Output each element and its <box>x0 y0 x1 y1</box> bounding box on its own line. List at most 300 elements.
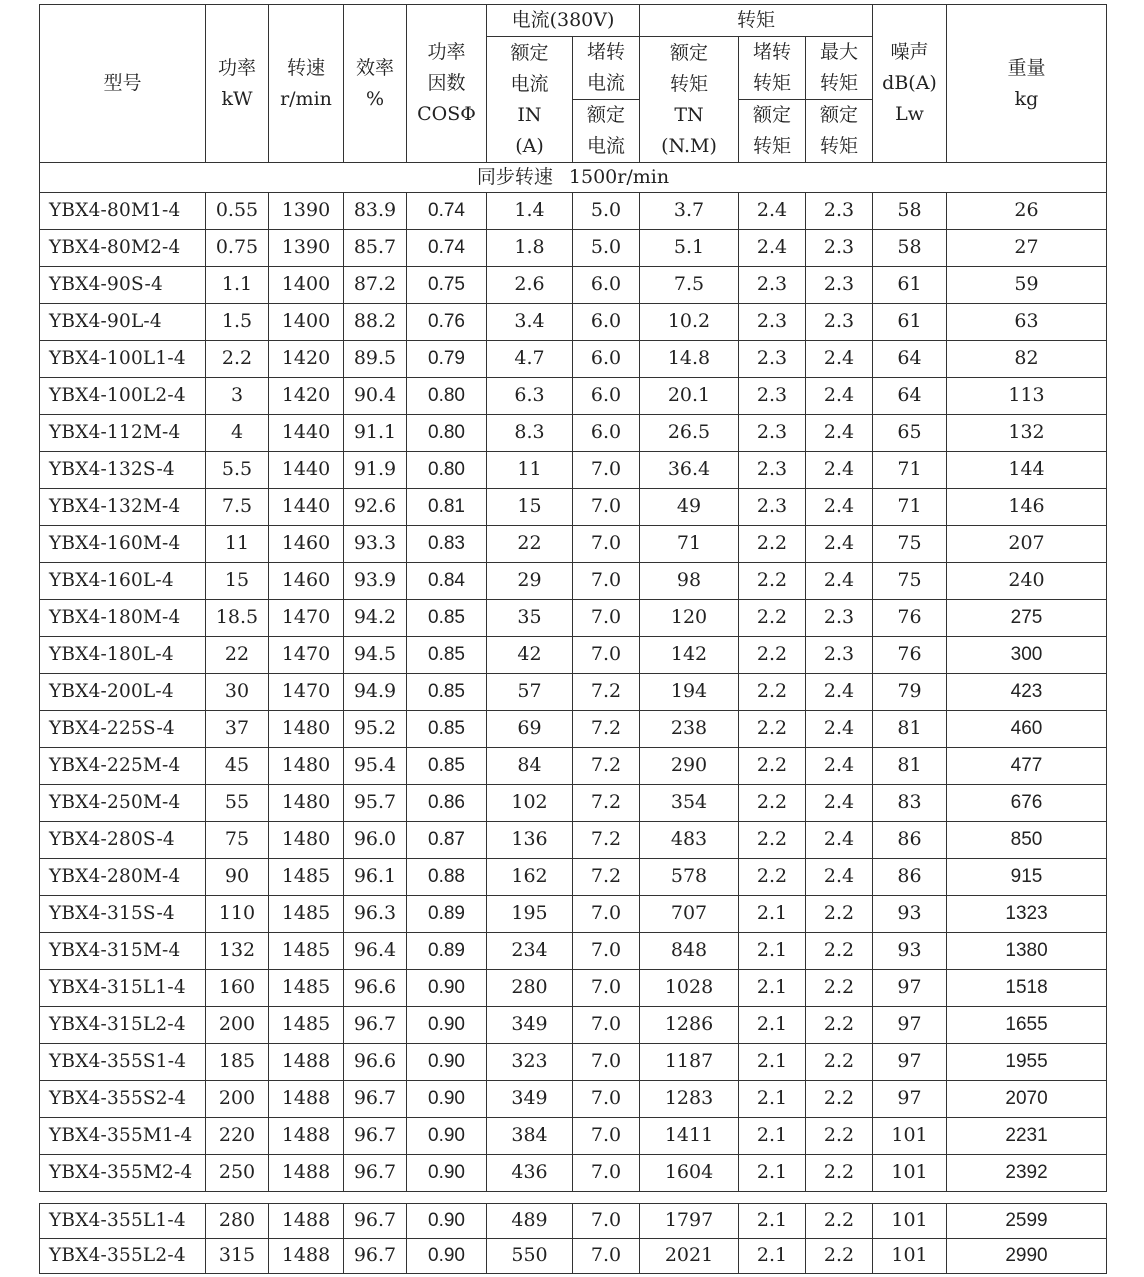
value-cell: 96.1 <box>344 859 407 896</box>
value-cell: 0.85 <box>407 637 487 674</box>
value-cell: 76 <box>873 637 947 674</box>
value-cell: 550 <box>487 1239 573 1274</box>
value-cell: 250 <box>206 1155 269 1192</box>
value-cell: 22 <box>206 637 269 674</box>
value-cell: 2.1 <box>739 1155 806 1192</box>
value-cell: 436 <box>487 1155 573 1192</box>
table-row <box>40 711 1107 748</box>
value-cell: 30 <box>206 674 269 711</box>
value-cell: 26 <box>947 193 1107 230</box>
value-cell: 1380 <box>947 933 1107 970</box>
value-cell: 75 <box>873 563 947 600</box>
value-cell: 42 <box>487 637 573 674</box>
value-cell: 1440 <box>269 489 344 526</box>
value-cell: 1488 <box>269 1081 344 1118</box>
value-cell: 0.81 <box>407 489 487 526</box>
value-cell: 58 <box>873 193 947 230</box>
value-cell: 578 <box>640 859 739 896</box>
table-row <box>40 1155 1107 1192</box>
value-cell: 98 <box>640 563 739 600</box>
value-cell: 102 <box>487 785 573 822</box>
value-cell: 2.3 <box>739 489 806 526</box>
value-cell: 90 <box>206 859 269 896</box>
header-rated-torque: 额定 转矩 TN (N.M) <box>640 37 739 163</box>
model-cell: YBX4-112M-4 <box>40 415 206 452</box>
model-cell: YBX4-160M-4 <box>40 526 206 563</box>
value-cell: 2.2 <box>739 563 806 600</box>
value-cell: 2.4 <box>806 341 873 378</box>
value-cell: 207 <box>947 526 1107 563</box>
table-row <box>40 452 1107 489</box>
value-cell: 195 <box>487 896 573 933</box>
model-cell: YBX4-160L-4 <box>40 563 206 600</box>
value-cell: 96.7 <box>344 1007 407 1044</box>
value-cell: 0.80 <box>407 378 487 415</box>
table-row <box>40 526 1107 563</box>
value-cell: 90.4 <box>344 378 407 415</box>
model-cell: YBX4-280M-4 <box>40 859 206 896</box>
value-cell: 79 <box>873 674 947 711</box>
value-cell: 2.2 <box>739 859 806 896</box>
model-cell: YBX4-90L-4 <box>40 304 206 341</box>
value-cell: 354 <box>640 785 739 822</box>
value-cell: 1.8 <box>487 230 573 267</box>
value-cell: 95.7 <box>344 785 407 822</box>
value-cell: 2.4 <box>806 822 873 859</box>
value-cell: 7.5 <box>640 267 739 304</box>
value-cell: 95.2 <box>344 711 407 748</box>
value-cell: 2.3 <box>806 600 873 637</box>
model-cell: YBX4-355M1-4 <box>40 1118 206 1155</box>
value-cell: 2.3 <box>739 452 806 489</box>
value-cell: 0.85 <box>407 600 487 637</box>
value-cell: 91.9 <box>344 452 407 489</box>
value-cell: 101 <box>873 1155 947 1192</box>
value-cell: 2.4 <box>806 378 873 415</box>
value-cell: 6.0 <box>573 267 640 304</box>
table-row <box>40 415 1107 452</box>
value-cell: 7.2 <box>573 785 640 822</box>
value-cell: 0.85 <box>407 711 487 748</box>
value-cell: 1286 <box>640 1007 739 1044</box>
value-cell: 0.85 <box>407 674 487 711</box>
value-cell: 7.2 <box>573 822 640 859</box>
value-cell: 93.9 <box>344 563 407 600</box>
value-cell: 460 <box>947 711 1107 748</box>
value-cell: 0.89 <box>407 933 487 970</box>
model-cell: YBX4-100L2-4 <box>40 378 206 415</box>
table-row <box>40 674 1107 711</box>
value-cell: 238 <box>640 711 739 748</box>
value-cell: 7.0 <box>573 1204 640 1239</box>
value-cell: 2.3 <box>806 193 873 230</box>
value-cell: 185 <box>206 1044 269 1081</box>
table-body <box>40 193 1107 1192</box>
value-cell: 1518 <box>947 970 1107 1007</box>
value-cell: 6.0 <box>573 304 640 341</box>
value-cell: 81 <box>873 748 947 785</box>
value-cell: 64 <box>873 378 947 415</box>
value-cell: 2.1 <box>739 933 806 970</box>
value-cell: 2.4 <box>806 489 873 526</box>
table-body-continued <box>40 1204 1107 1274</box>
value-cell: 1488 <box>269 1118 344 1155</box>
value-cell: 290 <box>640 748 739 785</box>
value-cell: 7.2 <box>573 711 640 748</box>
value-cell: 15 <box>206 563 269 600</box>
value-cell: 349 <box>487 1007 573 1044</box>
value-cell: 1480 <box>269 748 344 785</box>
value-cell: 848 <box>640 933 739 970</box>
model-cell: YBX4-355L1-4 <box>40 1204 206 1239</box>
value-cell: 11 <box>487 452 573 489</box>
header-locked-torque: 堵转 转矩 <box>739 37 806 100</box>
value-cell: 2.3 <box>739 267 806 304</box>
value-cell: 2.3 <box>739 415 806 452</box>
value-cell: 35 <box>487 600 573 637</box>
value-cell: 1955 <box>947 1044 1107 1081</box>
value-cell: 132 <box>947 415 1107 452</box>
table-row <box>40 1118 1107 1155</box>
header-torque-group: 转矩 <box>640 5 873 37</box>
value-cell: 850 <box>947 822 1107 859</box>
value-cell: 2.4 <box>739 230 806 267</box>
value-cell: 61 <box>873 267 947 304</box>
table-row <box>40 1204 1107 1239</box>
header-speed: 转速 r/min <box>269 5 344 163</box>
value-cell: 240 <box>947 563 1107 600</box>
value-cell: 2599 <box>947 1204 1107 1239</box>
value-cell: 1470 <box>269 600 344 637</box>
value-cell: 5.0 <box>573 230 640 267</box>
value-cell: 1797 <box>640 1204 739 1239</box>
value-cell: 2.1 <box>739 1204 806 1239</box>
motor-spec-table <box>39 4 1107 1192</box>
value-cell: 93.3 <box>344 526 407 563</box>
value-cell: 200 <box>206 1081 269 1118</box>
table-row <box>40 1239 1107 1274</box>
model-cell: YBX4-132S-4 <box>40 452 206 489</box>
value-cell: 86 <box>873 822 947 859</box>
value-cell: 97 <box>873 1081 947 1118</box>
value-cell: 2.1 <box>739 1118 806 1155</box>
value-cell: 2.1 <box>739 1239 806 1274</box>
value-cell: 97 <box>873 1044 947 1081</box>
value-cell: 1.4 <box>487 193 573 230</box>
value-cell: 7.0 <box>573 600 640 637</box>
value-cell: 1488 <box>269 1239 344 1274</box>
value-cell: 1470 <box>269 674 344 711</box>
value-cell: 29 <box>487 563 573 600</box>
value-cell: 7.2 <box>573 674 640 711</box>
value-cell: 63 <box>947 304 1107 341</box>
value-cell: 234 <box>487 933 573 970</box>
value-cell: 7.0 <box>573 637 640 674</box>
value-cell: 144 <box>947 452 1107 489</box>
value-cell: 58 <box>873 230 947 267</box>
value-cell: 160 <box>206 970 269 1007</box>
value-cell: 0.80 <box>407 452 487 489</box>
table-row <box>40 859 1107 896</box>
value-cell: 96.3 <box>344 896 407 933</box>
value-cell: 477 <box>947 748 1107 785</box>
value-cell: 7.0 <box>573 563 640 600</box>
header-noise: 噪声 dB(A) Lw <box>873 5 947 163</box>
value-cell: 315 <box>206 1239 269 1274</box>
value-cell: 2.2 <box>739 637 806 674</box>
value-cell: 676 <box>947 785 1107 822</box>
value-cell: 0.55 <box>206 193 269 230</box>
value-cell: 76 <box>873 600 947 637</box>
value-cell: 1485 <box>269 896 344 933</box>
model-cell: YBX4-80M2-4 <box>40 230 206 267</box>
value-cell: 101 <box>873 1239 947 1274</box>
value-cell: 101 <box>873 1204 947 1239</box>
value-cell: 0.76 <box>407 304 487 341</box>
model-cell: YBX4-200L-4 <box>40 674 206 711</box>
value-cell: 61 <box>873 304 947 341</box>
value-cell: 8.3 <box>487 415 573 452</box>
value-cell: 7.0 <box>573 526 640 563</box>
model-cell: YBX4-355L2-4 <box>40 1239 206 1274</box>
value-cell: 45 <box>206 748 269 785</box>
value-cell: 323 <box>487 1044 573 1081</box>
value-cell: 2.2 <box>206 341 269 378</box>
header-max-torque: 最大 转矩 <box>806 37 873 100</box>
value-cell: 2.2 <box>806 1118 873 1155</box>
table-row <box>40 193 1107 230</box>
value-cell: 7.0 <box>573 1239 640 1274</box>
value-cell: 10.2 <box>640 304 739 341</box>
model-cell: YBX4-355M2-4 <box>40 1155 206 1192</box>
value-cell: 2.2 <box>806 1081 873 1118</box>
value-cell: 2392 <box>947 1155 1107 1192</box>
model-cell: YBX4-280S-4 <box>40 822 206 859</box>
value-cell: 2.4 <box>739 193 806 230</box>
value-cell: 1420 <box>269 378 344 415</box>
value-cell: 96.6 <box>344 1044 407 1081</box>
model-cell: YBX4-315L2-4 <box>40 1007 206 1044</box>
value-cell: 1485 <box>269 933 344 970</box>
value-cell: 84 <box>487 748 573 785</box>
value-cell: 113 <box>947 378 1107 415</box>
value-cell: 2.2 <box>806 1204 873 1239</box>
value-cell: 1187 <box>640 1044 739 1081</box>
value-cell: 2.4 <box>806 674 873 711</box>
table-row <box>40 600 1107 637</box>
table-row <box>40 489 1107 526</box>
value-cell: 1480 <box>269 822 344 859</box>
value-cell: 2.2 <box>806 1007 873 1044</box>
header-locked-torque-ratio: 额定 转矩 <box>739 100 806 163</box>
value-cell: 7.2 <box>573 859 640 896</box>
header-current-group: 电流(380V) <box>487 5 640 37</box>
value-cell: 55 <box>206 785 269 822</box>
value-cell: 7.0 <box>573 452 640 489</box>
value-cell: 1400 <box>269 267 344 304</box>
value-cell: 2.3 <box>806 304 873 341</box>
value-cell: 93 <box>873 896 947 933</box>
value-cell: 2.2 <box>739 822 806 859</box>
header-weight: 重量 kg <box>947 5 1107 163</box>
value-cell: 59 <box>947 267 1107 304</box>
value-cell: 0.90 <box>407 1155 487 1192</box>
value-cell: 7.0 <box>573 1044 640 1081</box>
value-cell: 300 <box>947 637 1107 674</box>
header-max-torque-ratio: 额定 转矩 <box>806 100 873 163</box>
value-cell: 82 <box>947 341 1107 378</box>
header-power: 功率 kW <box>206 5 269 163</box>
value-cell: 89.5 <box>344 341 407 378</box>
model-cell: YBX4-315M-4 <box>40 933 206 970</box>
value-cell: 6.0 <box>573 415 640 452</box>
header-model: 型号 <box>40 5 206 163</box>
table-row <box>40 637 1107 674</box>
value-cell: 2.2 <box>806 1155 873 1192</box>
value-cell: 11 <box>206 526 269 563</box>
model-cell: YBX4-315L1-4 <box>40 970 206 1007</box>
table-row <box>40 1007 1107 1044</box>
value-cell: 96.7 <box>344 1081 407 1118</box>
table-row <box>40 230 1107 267</box>
value-cell: 162 <box>487 859 573 896</box>
value-cell: 2021 <box>640 1239 739 1274</box>
value-cell: 37 <box>206 711 269 748</box>
value-cell: 483 <box>640 822 739 859</box>
value-cell: 4.7 <box>487 341 573 378</box>
value-cell: 0.90 <box>407 1007 487 1044</box>
value-cell: 92.6 <box>344 489 407 526</box>
value-cell: 71 <box>873 452 947 489</box>
value-cell: 349 <box>487 1081 573 1118</box>
value-cell: 2990 <box>947 1239 1107 1274</box>
value-cell: 0.89 <box>407 896 487 933</box>
value-cell: 146 <box>947 489 1107 526</box>
value-cell: 2.2 <box>806 1239 873 1274</box>
value-cell: 2.4 <box>806 748 873 785</box>
value-cell: 2.4 <box>806 859 873 896</box>
value-cell: 36.4 <box>640 452 739 489</box>
model-cell: YBX4-100L1-4 <box>40 341 206 378</box>
value-cell: 85.7 <box>344 230 407 267</box>
value-cell: 2.4 <box>806 452 873 489</box>
value-cell: 20.1 <box>640 378 739 415</box>
value-cell: 3.7 <box>640 193 739 230</box>
value-cell: 26.5 <box>640 415 739 452</box>
value-cell: 1655 <box>947 1007 1107 1044</box>
value-cell: 2.1 <box>739 1081 806 1118</box>
value-cell: 1400 <box>269 304 344 341</box>
value-cell: 65 <box>873 415 947 452</box>
value-cell: 1470 <box>269 637 344 674</box>
value-cell: 0.87 <box>407 822 487 859</box>
value-cell: 94.9 <box>344 674 407 711</box>
model-cell: YBX4-250M-4 <box>40 785 206 822</box>
value-cell: 6.0 <box>573 341 640 378</box>
value-cell: 81 <box>873 711 947 748</box>
value-cell: 2.1 <box>739 970 806 1007</box>
value-cell: 96.7 <box>344 1204 407 1239</box>
value-cell: 0.90 <box>407 1081 487 1118</box>
value-cell: 7.0 <box>573 1007 640 1044</box>
value-cell: 1420 <box>269 341 344 378</box>
value-cell: 280 <box>206 1204 269 1239</box>
value-cell: 1.5 <box>206 304 269 341</box>
value-cell: 2.1 <box>739 1044 806 1081</box>
value-cell: 86 <box>873 859 947 896</box>
value-cell: 1283 <box>640 1081 739 1118</box>
value-cell: 3.4 <box>487 304 573 341</box>
value-cell: 0.85 <box>407 748 487 785</box>
value-cell: 101 <box>873 1118 947 1155</box>
value-cell: 0.75 <box>206 230 269 267</box>
value-cell: 0.90 <box>407 1118 487 1155</box>
value-cell: 200 <box>206 1007 269 1044</box>
value-cell: 1390 <box>269 193 344 230</box>
value-cell: 2.2 <box>739 526 806 563</box>
value-cell: 57 <box>487 674 573 711</box>
value-cell: 2.4 <box>806 563 873 600</box>
value-cell: 6.0 <box>573 378 640 415</box>
value-cell: 87.2 <box>344 267 407 304</box>
table-row <box>40 341 1107 378</box>
value-cell: 2.4 <box>806 415 873 452</box>
value-cell: 384 <box>487 1118 573 1155</box>
value-cell: 1485 <box>269 1007 344 1044</box>
header-rated-current: 额定 电流 IN (A) <box>487 37 573 163</box>
value-cell: 1488 <box>269 1204 344 1239</box>
table-row <box>40 933 1107 970</box>
value-cell: 97 <box>873 970 947 1007</box>
value-cell: 7.0 <box>573 1081 640 1118</box>
value-cell: 2.4 <box>806 785 873 822</box>
table-row <box>40 563 1107 600</box>
value-cell: 2070 <box>947 1081 1107 1118</box>
value-cell: 96.4 <box>344 933 407 970</box>
value-cell: 423 <box>947 674 1107 711</box>
value-cell: 2.3 <box>739 304 806 341</box>
value-cell: 2.2 <box>806 970 873 1007</box>
motor-spec-table-continued <box>39 1203 1107 1274</box>
model-cell: YBX4-355S1-4 <box>40 1044 206 1081</box>
value-cell: 0.90 <box>407 1204 487 1239</box>
value-cell: 275 <box>947 600 1107 637</box>
value-cell: 220 <box>206 1118 269 1155</box>
value-cell: 1488 <box>269 1155 344 1192</box>
value-cell: 6.3 <box>487 378 573 415</box>
value-cell: 88.2 <box>344 304 407 341</box>
value-cell: 2.2 <box>739 785 806 822</box>
value-cell: 0.74 <box>407 230 487 267</box>
value-cell: 7.5 <box>206 489 269 526</box>
value-cell: 96.7 <box>344 1155 407 1192</box>
table-row <box>40 822 1107 859</box>
value-cell: 1480 <box>269 711 344 748</box>
model-cell: YBX4-180M-4 <box>40 600 206 637</box>
value-cell: 75 <box>206 822 269 859</box>
value-cell: 110 <box>206 896 269 933</box>
value-cell: 1604 <box>640 1155 739 1192</box>
value-cell: 2.3 <box>739 341 806 378</box>
value-cell: 2.3 <box>806 637 873 674</box>
value-cell: 7.0 <box>573 489 640 526</box>
value-cell: 0.83 <box>407 526 487 563</box>
value-cell: 0.90 <box>407 970 487 1007</box>
value-cell: 27 <box>947 230 1107 267</box>
model-cell: YBX4-225S-4 <box>40 711 206 748</box>
value-cell: 5.1 <box>640 230 739 267</box>
value-cell: 0.84 <box>407 563 487 600</box>
